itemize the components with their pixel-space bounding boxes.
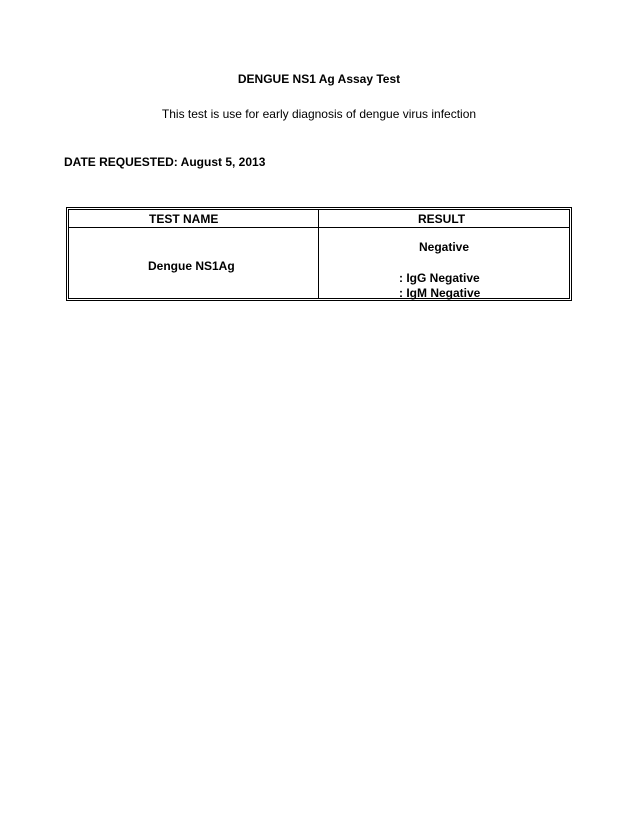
- header-result: RESULT: [418, 212, 466, 226]
- igm-result: : IgM Negative: [399, 286, 481, 300]
- test-name-cell: Dengue NS1Ag: [148, 259, 235, 273]
- column-divider: [318, 210, 319, 298]
- results-table: [66, 207, 572, 301]
- header-divider: [69, 227, 569, 228]
- document-title: DENGUE NS1 Ag Assay Test: [237, 72, 401, 86]
- result-cell: Negative: [419, 240, 470, 254]
- header-test-name: TEST NAME: [149, 212, 219, 226]
- igg-result: : IgG Negative: [399, 271, 480, 285]
- date-requested: DATE REQUESTED: August 5, 2013: [64, 155, 266, 169]
- document-subtitle: This test is use for early diagnosis of dengue virus infection: [161, 107, 477, 121]
